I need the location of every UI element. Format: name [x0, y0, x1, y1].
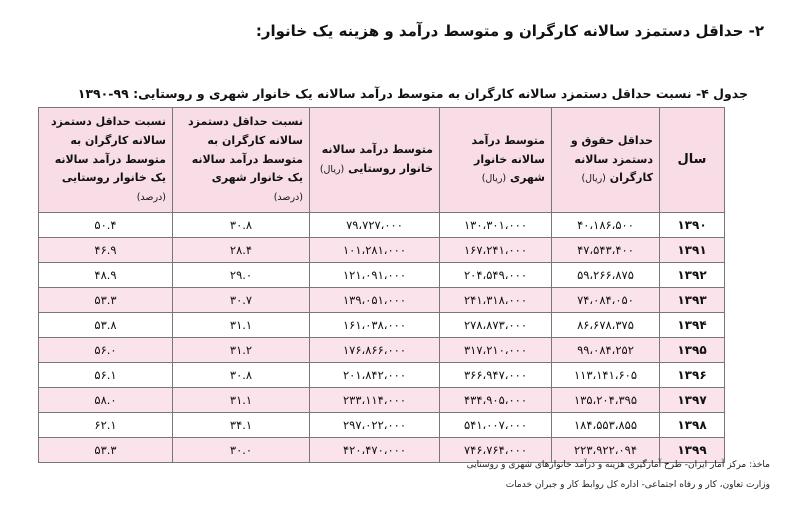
cell-rural-ratio: ۵۸.۰: [39, 388, 173, 413]
cell-year: ۱۳۹۹: [660, 438, 725, 463]
cell-min-wage: ۱۸۴،۵۵۳،۸۵۵: [552, 413, 660, 438]
cell-rural-income: ۱۰۱،۲۸۱،۰۰۰: [310, 238, 440, 263]
header-year: [660, 108, 725, 213]
cell-rural-income: ۲۳۳،۱۱۴،۰۰۰: [310, 388, 440, 413]
cell-urban-ratio: ۳۰.۸: [173, 363, 310, 388]
cell-min-wage: ۱۱۳،۱۴۱،۶۰۵: [552, 363, 660, 388]
cell-min-wage: ۵۹،۲۶۶،۸۷۵: [552, 263, 660, 288]
header-min-wage-label: حداقل حقوق و دستمزد سالانه کارگران: [570, 133, 653, 185]
source-note-ministry: وزارت تعاون، کار و رفاه اجتماعی- اداره کل روابط کار و جبران خدمات: [505, 480, 770, 490]
cell-year: ۱۳۹۳: [660, 288, 725, 313]
cell-urban-ratio: ۳۴.۱: [173, 413, 310, 438]
cell-min-wage: ۸۶،۶۷۸،۳۷۵: [552, 313, 660, 338]
cell-year: ۱۳۹۶: [660, 363, 725, 388]
cell-rural-ratio: ۵۳.۳: [39, 288, 173, 313]
cell-rural-income: ۱۶۱،۰۳۸،۰۰۰: [310, 313, 440, 338]
header-rural-income-unit: (ریال): [319, 164, 345, 175]
cell-rural-income: ۴۲۰،۴۷۰،۰۰۰: [310, 438, 440, 463]
cell-min-wage: ۱۳۵،۲۰۴،۳۹۵: [552, 388, 660, 413]
cell-rural-income: ۷۹،۷۲۷،۰۰۰: [310, 213, 440, 238]
cell-rural-ratio: ۵۳.۸: [39, 313, 173, 338]
cell-urban-ratio: ۳۰.۸: [173, 213, 310, 238]
header-rural-income: [310, 108, 440, 213]
header-urban-income-unit: (ریال): [481, 173, 507, 185]
table-row: [39, 213, 725, 238]
header-min-wage: [552, 108, 660, 213]
cell-urban-income: ۲۴۱،۳۱۸،۰۰۰: [440, 288, 552, 313]
source-note: ماخذ: مرکز آمار ایران- طرح آمارگیری هزینه و درآمد خانوارهای شهری و روستایی: [466, 460, 770, 470]
header-rural-ratio-label: نسبت حداقل دستمزد سالانه کارگران به متوسط درآمد سالانه یک خانوار روستایی: [50, 115, 166, 185]
cell-rural-income: ۱۲۱،۰۹۱،۰۰۰: [310, 263, 440, 288]
cell-year: ۱۳۹۵: [660, 338, 725, 363]
table-caption: جدول ۴- نسبت حداقل دستمزد سالانه کارگران به متوسط درآمد سالانه یک خانوار شهری و روستایی: ۹۹-۱۳۹۰: [77, 86, 748, 101]
table-row: [39, 438, 725, 463]
section-title: ۲- حداقل دستمزد سالانه کارگران و متوسط درآمد و هزینه یک خانوار:: [255, 22, 764, 40]
cell-min-wage: ۲۲۳،۹۲۲،۰۹۴: [552, 438, 660, 463]
cell-year: ۱۳۹۴: [660, 313, 725, 338]
header-rural-ratio: [39, 108, 173, 213]
cell-urban-income: ۲۰۴،۵۴۹،۰۰۰: [440, 263, 552, 288]
cell-urban-income: ۲۷۸،۸۷۳،۰۰۰: [440, 313, 552, 338]
cell-min-wage: ۴۰،۱۸۶،۵۰۰: [552, 213, 660, 238]
cell-urban-ratio: ۲۹.۰: [173, 263, 310, 288]
header-rural-income-label: متوسط درآمد سالانه خانوار روستایی: [321, 143, 433, 175]
cell-urban-ratio: ۳۱.۱: [173, 313, 310, 338]
cell-urban-income: ۷۴۶،۷۶۴،۰۰۰: [440, 438, 552, 463]
cell-urban-income: ۱۳۰،۳۰۱،۰۰۰: [440, 213, 552, 238]
header-rural-ratio-unit: (درصد): [136, 192, 166, 204]
cell-min-wage: ۹۹،۰۸۴،۲۵۲: [552, 338, 660, 363]
table-row: [39, 338, 725, 363]
cell-year: ۱۳۹۷: [660, 388, 725, 413]
cell-rural-ratio: ۶۲.۱: [39, 413, 173, 438]
cell-urban-income: ۳۶۶،۹۴۷،۰۰۰: [440, 363, 552, 388]
table-row: [39, 388, 725, 413]
table-row: [39, 313, 725, 338]
cell-urban-income: ۳۱۷،۲۱۰،۰۰۰: [440, 338, 552, 363]
header-urban-income: [440, 108, 552, 213]
cell-urban-ratio: ۳۰.۷: [173, 288, 310, 313]
cell-rural-income: ۱۷۶،۸۶۶،۰۰۰: [310, 338, 440, 363]
cell-urban-ratio: ۳۰.۰: [173, 438, 310, 463]
cell-rural-income: ۲۹۷،۰۲۲،۰۰۰: [310, 413, 440, 438]
header-min-wage-unit: (ریال): [581, 173, 606, 185]
cell-urban-income: ۵۴۱،۰۰۷،۰۰۰: [440, 413, 552, 438]
header-urban-ratio-label: نسبت حداقل دستمزد سالانه کارگران به متوسط درآمد سالانه یک خانوار شهری: [187, 115, 303, 185]
cell-min-wage: ۴۷،۵۴۳،۴۰۰: [552, 238, 660, 263]
table-header-row: [39, 108, 725, 213]
cell-rural-ratio: ۵۶.۱: [39, 363, 173, 388]
cell-urban-ratio: ۳۱.۲: [173, 338, 310, 363]
cell-rural-ratio: ۴۶.۹: [39, 238, 173, 263]
table-row: [39, 288, 725, 313]
table-row: [39, 238, 725, 263]
table-row: [39, 263, 725, 288]
cell-urban-income: ۱۶۷،۲۴۱،۰۰۰: [440, 238, 552, 263]
cell-rural-ratio: ۵۶.۰: [39, 338, 173, 363]
cell-year: ۱۳۹۰: [660, 213, 725, 238]
header-urban-income-label: متوسط درآمد سالانه خانوار شهری: [471, 133, 545, 185]
cell-rural-ratio: ۴۸.۹: [39, 263, 173, 288]
cell-urban-ratio: ۳۱.۱: [173, 388, 310, 413]
cell-rural-ratio: ۵۳.۳: [39, 438, 173, 463]
table-row: [39, 413, 725, 438]
cell-min-wage: ۷۴،۰۸۴،۰۵۰: [552, 288, 660, 313]
header-year-label: سال: [677, 151, 707, 167]
cell-year: ۱۳۹۱: [660, 238, 725, 263]
cell-rural-income: ۱۳۹،۰۵۱،۰۰۰: [310, 288, 440, 313]
cell-urban-income: ۴۳۴،۹۰۵،۰۰۰: [440, 388, 552, 413]
header-urban-ratio-unit: (درصد): [273, 192, 303, 204]
header-urban-ratio: [173, 108, 310, 213]
cell-urban-ratio: ۲۸.۴: [173, 238, 310, 263]
wage-income-table: [38, 107, 725, 463]
cell-rural-income: ۲۰۱،۸۴۲،۰۰۰: [310, 363, 440, 388]
cell-rural-ratio: ۵۰.۴: [39, 213, 173, 238]
table-row: [39, 363, 725, 388]
cell-year: ۱۳۹۲: [660, 263, 725, 288]
cell-year: ۱۳۹۸: [660, 413, 725, 438]
